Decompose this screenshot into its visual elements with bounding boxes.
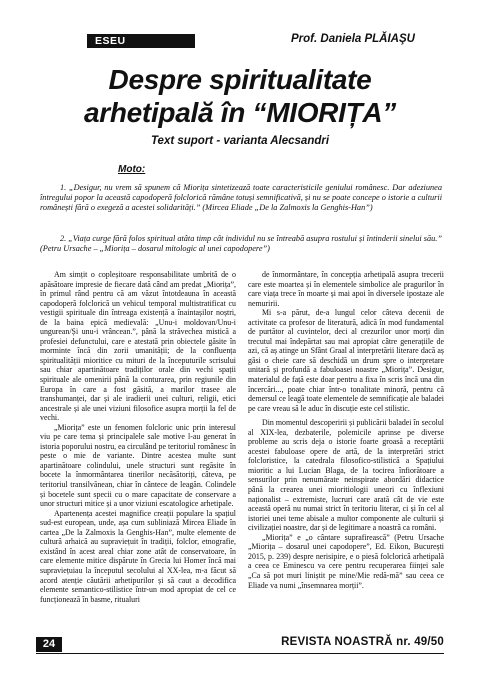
right-paragraph-2: Mi s-a părut, de-a lungul celor câteva decenii de activitate ca profesor de literatură, adică în mod fundamental de purtător al cuvintelor, deci al crezurilor unor morți din trecutul mai îndepărtat sau mai apropiat câtre generațiile de azi, că aș atinge un Sfânt Graal al interpretării literare dacă aș găsi o cheie care să deschidă un drum spre o interpretare unitară și profundă a fabuloasei noastre „Miorița”. Desigur, materialul de față este doar pentru a fixa în scris încă una din încercări..., poate chiar într-o tonalitate minoră, pentru că demersul ce leagă toate elementele de semnificație ale baladei pe care vreau să le aduc în discuție este cel stilistic. xyxy=(248,308,444,413)
publication-name: REVISTA NOASTRĂ nr. 49/50 xyxy=(281,636,444,648)
title-line-1: Despre spiritualitate xyxy=(108,64,372,95)
left-paragraph-2: „Miorița” este un fenomen folcloric unic prin interesul viu pe care tema și principalele sale motive l-au generat în istoria poporului nostru, ea circulând pe teritoriul românesc în peste o mie de variante. Dintre acestea multe sunt apartinătoare colindului, unele structuri sunt regăsite în bocete la înmormântarea tinerilor necăsătoriți, câteva, pe teritoriul transilvănean, chiar în cântece de leagăn. Colindele și bocetele sunt specii cu o mare capacitate de conservare a unor structuri mitice și a unor viziuni escatologice arhetipale. xyxy=(40,422,236,509)
right-paragraph-1: de înmormântare, în concepția arhetipală asupra trecerii care este moartea și în elementele simbolice ale pragurilor în care viața trece în moarte și mai apoi în diversele ipostaze ale nemuririi. xyxy=(248,270,444,308)
motto-1: 1. „Desigur, nu vrem să spunem că Miorița sintetizează toate caracteristicile geniului românesc. Dar adeziunea întregului popor la această capodoperă folclorică rămâne totuși semnificativă, și nu se poate concepe o istorie a culturii românești fără o exegeză a acestei solidarități.” (Mircea Eliade „De la Zalmoxis la Genghis-Han”) xyxy=(40,183,442,212)
motto-label: Moto: xyxy=(118,164,146,175)
author-name: Prof. Daniela PLĂIAŞU xyxy=(291,33,415,45)
right-column xyxy=(248,270,444,590)
article-subtitle: Text suport - varianta Alecsandri xyxy=(150,135,330,147)
page-number: 24 xyxy=(36,637,62,652)
title-line-2: arhetipală în “MIORIȚA” xyxy=(83,97,397,128)
motto-2: 2. „Viața curge fără folos spiritual atâta timp cât individul nu se întreabă asupra rostului și întinderii sinelui său.” (Petru Ursache – „Miorița – dosarul mitologic al unei capodopere”) xyxy=(40,234,442,253)
left-paragraph-1: Am simțit o copleșitoare responsabilitate umbrită de o apăsătoare impresie de fiecare dată când am predat „Miorița”, în primul rând pentru că am văzut întotdeauna în această capodoperă folclorică un vehicul temporal multistratificat cu vestigii spirituale din întreaga existență a înaintașilor noștri, de la baina epică medievală: „Unu-i moldovan/Unu-i ungurean/Și unu-i vrâncean.”, până la străvechea mistică a profesiei defunctului, care e atestată prin obiectele găsite în morminte încă din zorii umanității; de la confluența spiritualității mioritice cu mituri de la începuturile scrisului sau chiar apartinătoare tradiților orale din vechi spații spirituale ale omenirii până la conturarea, prin regiunile din Europa în care a fost găsită, a marilor trasee ale transhumanței, dar și ale iradierii unei culturi, religii, etici ancestrale și ale unei viziuni filosofice asupra morții la fel de vechi. xyxy=(40,270,236,423)
left-column xyxy=(40,270,236,604)
left-paragraph-3: Apartenența acestei magnifice creații populare la spațiul sud-est european, unde, așa cum subliniază Mircea Eliade în cartea „De la Zalmoxis la Genghis-Han”, multe elemente de cultură arhaică au supraviețuit în tradiții, folclor, etnografie, existând în acest areal chiar zone atât de conservatoare, în care elemente mitice dispărute în Grecia lui Homer încă mai supraviețuiau la începutul secolului al XX-lea, m-a făcut să acord atenție căutării arhetipurilor și să caut a decodifica elemente semantico-stilistice într-un mod apropiat de cel ce funcționează în basme, ritualuri xyxy=(40,508,236,604)
right-paragraph-4: „Miorița” e „o cântare suprafirească” (Petru Ursache „Miorița – dosarul unei capodopere”, Ed. Eikon, București 2015, p. 239) despre nerisipire, e o piesă folclorică arhetipală a ceea ce Eminescu va cere pentru recuperarea ființei sale „Ca să pot muri liniștit pe mine/Mie redă-mă” sau ceea ce Eliade va numi „însemnarea morții”. xyxy=(248,532,444,590)
article-title xyxy=(40,63,440,129)
section-label: ESEU xyxy=(87,34,195,48)
right-paragraph-3: Din momentul descoperirii și publicării baladei în secolul al XIX-lea, dezbaterile, polemicile aprinse pe diverse probleme au scris deja o istorie foarte groasă a receptării acestei fabuloase opere de artă, de la interpretări strict folcloristice, la catedrala filosofico-stilistică a Spațiului mioritic a lui Lucian Blaga, de la tocirea înfiorătoare a sensurilor prin nenumărate neinspirate abordări didactice până la crearea unei mioritiologii uneori cu înflexiuni naționalist – extremiste, lucruri care arată cât de vie este această operă nu numai strict în teritoriu literar, ci și în cel al istoriei unei teme abisale a multor componente ale culturii și civilizației noastre, dar și de legitimare a noastră ca români. xyxy=(248,418,444,533)
footer-divider xyxy=(36,653,444,654)
